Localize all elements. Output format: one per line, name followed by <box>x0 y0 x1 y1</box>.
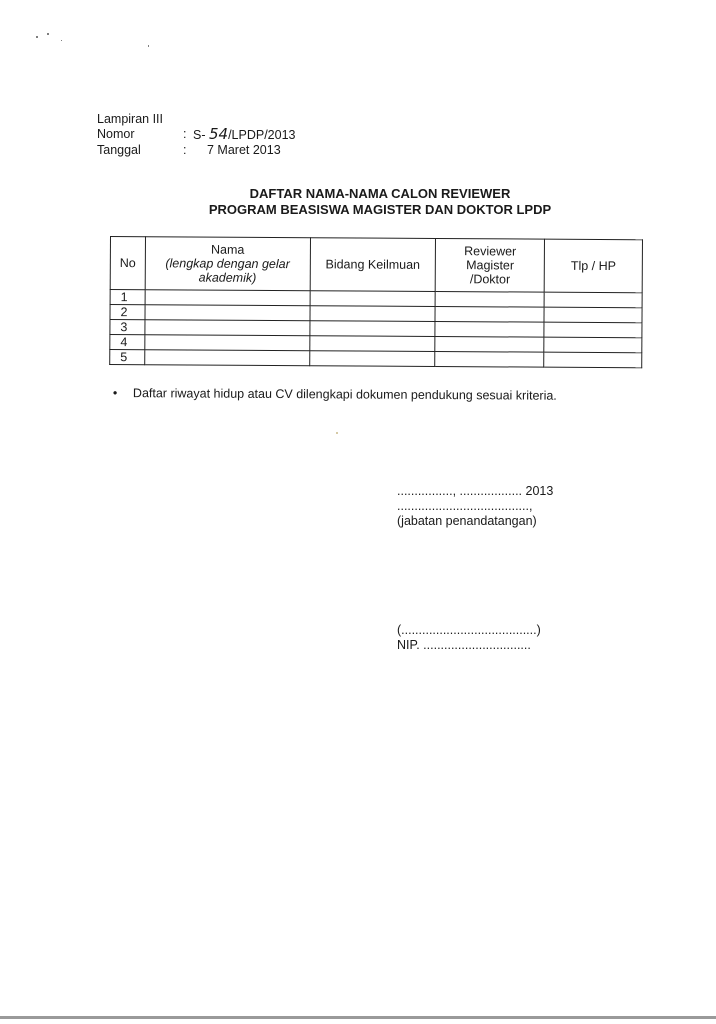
number-suffix: /LPDP/2013 <box>228 128 296 142</box>
phone-cell <box>544 322 642 338</box>
number-row <box>97 127 296 143</box>
col-header-phone: Tlp / HP <box>544 239 642 293</box>
date-label: Tanggal <box>97 143 141 157</box>
reviewer-cell <box>435 291 544 307</box>
col-header-name <box>145 237 310 291</box>
attachment-row <box>97 112 296 127</box>
scan-speck <box>61 40 62 41</box>
nip-line: NIP. ............................... <box>397 638 531 652</box>
scan-speck <box>47 33 49 35</box>
reviewer-table <box>109 236 643 368</box>
col-header-name-note: (lengkap dengan gelar akademik) <box>165 256 290 285</box>
name-cell <box>145 290 310 306</box>
number-value <box>193 127 296 143</box>
signatory-name-placeholder: (.......................................) <box>397 623 541 637</box>
letter-header <box>97 112 296 158</box>
field-cell <box>309 351 435 367</box>
phone-cell <box>544 337 642 353</box>
number-handwritten: 54 <box>208 125 229 143</box>
title-line-2: PROGRAM BEASISWA MAGISTER DAN DOKTOR LPDP <box>208 202 552 217</box>
field-cell <box>309 336 435 352</box>
field-cell <box>309 321 435 337</box>
col-header-field: Bidang Keilmuan <box>310 238 436 292</box>
reviewer-cell <box>435 306 544 322</box>
scan-bottom-edge <box>0 1016 716 1019</box>
row-number: 2 <box>110 305 145 320</box>
date-colon: : <box>183 143 187 157</box>
attachment-label: Lampiran III <box>97 112 164 126</box>
signature-name-block <box>397 623 541 653</box>
number-colon: : <box>183 127 187 141</box>
row-number: 3 <box>110 320 145 335</box>
scan-speck <box>336 432 338 434</box>
col-header-reviewer: Reviewer Magister /Doktor <box>435 238 544 292</box>
table-row <box>110 350 642 368</box>
document-title <box>150 186 610 218</box>
bullet-icon: • <box>112 386 118 401</box>
col-header-no: No <box>110 237 145 290</box>
reviewer-cell <box>435 336 544 352</box>
date-row <box>97 143 296 158</box>
col-header-name-title: Nama <box>210 242 245 257</box>
row-number: 5 <box>110 350 145 365</box>
row-number: 1 <box>110 290 145 305</box>
reviewer-cell <box>435 351 544 367</box>
name-cell <box>145 320 310 336</box>
position-dots: ......................................, <box>397 499 533 513</box>
place-date-line: ................, .................. 2013 <box>397 484 554 498</box>
row-number: 4 <box>110 335 145 350</box>
table-header-row <box>110 237 642 293</box>
phone-cell <box>544 352 642 368</box>
phone-cell <box>544 292 642 308</box>
scan-speck <box>148 45 149 47</box>
cv-note <box>113 386 557 403</box>
field-cell <box>310 306 436 322</box>
name-cell <box>145 335 310 351</box>
name-cell <box>145 350 310 366</box>
field-cell <box>310 291 436 307</box>
scan-speck <box>36 36 38 38</box>
signature-header <box>397 484 553 529</box>
cv-note-text: Daftar riwayat hidup atau CV dilengkapi dokumen pendukung sesuai kriteria. <box>132 386 557 403</box>
number-prefix: S- <box>193 128 206 142</box>
phone-cell <box>544 307 642 323</box>
position-label: (jabatan penandatangan) <box>397 514 537 528</box>
date-value: 7 Maret 2013 <box>207 143 281 157</box>
reviewer-cell <box>435 321 544 337</box>
name-cell <box>145 305 310 321</box>
number-label: Nomor <box>97 127 135 141</box>
title-line-1: DAFTAR NAMA-NAMA CALON REVIEWER <box>249 186 511 201</box>
